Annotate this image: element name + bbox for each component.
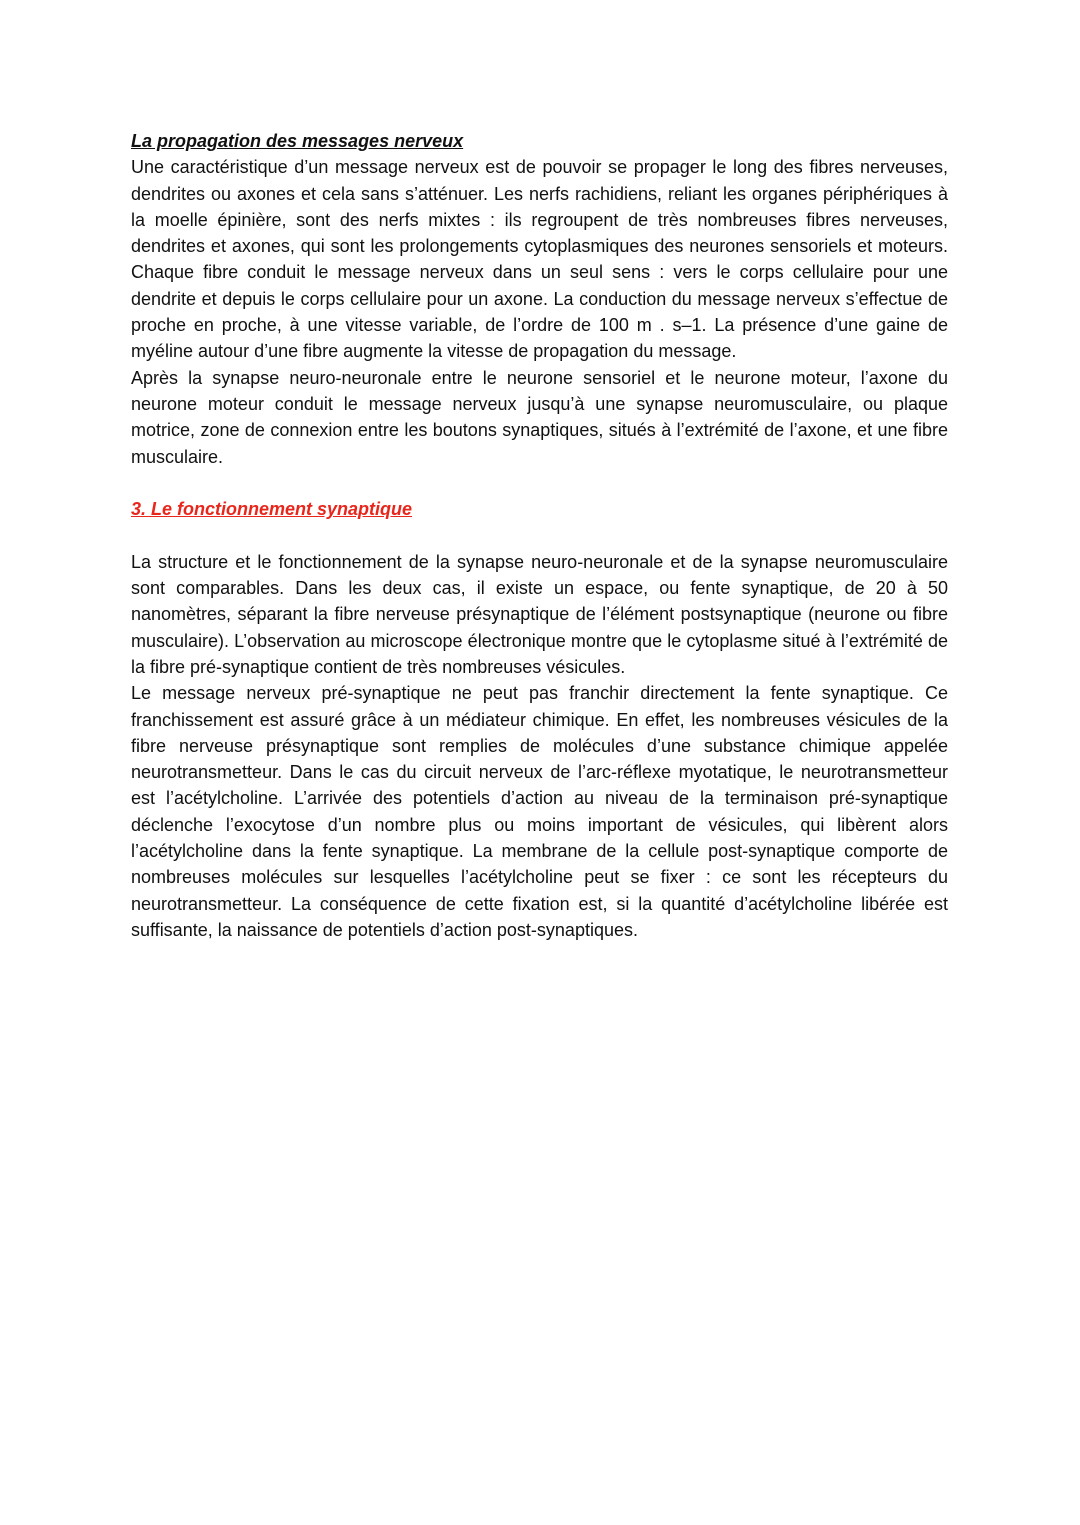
paragraph-synaptique-1: La structure et le fonctionnement de la synapse neuro-neuronale et de la synapse neuromusculaire sont comparables. Dans les deux cas, il existe un espace, ou fente synaptique, de 20 à 50 nanomètres, séparant la fibre nerveuse présynaptique de l’élément postsynaptique (neurone ou fibre musculaire). L’observation au microscope électronique montre que le cytoplasme situé à l’extrémité de la fibre pré-synaptique contient de très nombreuses vésicules. [131,551,948,677]
paragraph-synaptique-2: Le message nerveux pré-synaptique ne peut pas franchir directement la fente synaptique. Ce franchissement est assuré grâce à un médiateur chimique. En effet, les nombreuses vésicules de la fibre nerveuse présynaptique sont remplies de molécules d’une substance chimique appelée neurotransmetteur. Dans le cas du circuit nerveux de l’arc-réflexe myotatique, le neurotransmetteur est l’acétylcholine. L’arrivée des potentiels d’action au niveau de la terminaison pré-synaptique déclenche l’exocytose d’un nombre plus ou moins important de vésicules, qui libèrent alors l’acétylcholine dans la fente synaptique. La membrane de la cellule post-synaptique comporte de nombreuses molécules sur lesquelles l’acétylcholine peut se fixer : ce sont les récepteurs du neurotransmetteur. La conséquence de cette fixation est, si la quantité d’acétylcholine libérée est suffisante, la naissance de potentiels d’action post-synaptiques. [131,683,948,940]
paragraph-propagation-1: Une caractéristique d’un message nerveux est de pouvoir se propager le long des fibres nerveuses, dendrites ou axones et cela sans s’atténuer. Les nerfs rachidiens, reliant les organes périphériques à la moelle épinière, sont des nerfs mixtes : ils regroupent de très nombreuses fibres nerveuses, dendrites et axones, qui sont les prolongements cytoplasmiques des neurones sensoriels et moteurs. Chaque fibre conduit le message nerveux dans un seul sens : vers le corps cellulaire pour une dendrite et depuis le corps cellulaire pour un axone. La conduction du message nerveux s’effectue de proche en proche, à une vitesse variable, de l’ordre de 100 m . s–1. La présence d’une gaine de myéline autour d’une fibre augmente la vitesse de propagation du message. [131,157,948,362]
section-heading-propagation: La propagation des messages nerveux [131,131,464,151]
spacer [131,470,948,496]
document-page [131,128,948,943]
spacer [131,522,948,548]
paragraph-propagation-2: Après la synapse neuro-neuronale entre le neurone sensoriel et le neurone moteur, l’axone du neurone moteur conduit le message nerveux jusqu’à une synapse neuromusculaire, ou plaque motrice, zone de connexion entre les boutons synaptiques, situés à l’extrémité de l’axone, et une fibre musculaire. [131,367,948,467]
section-heading-fonctionnement-synaptique: 3. Le fonctionnement synaptique [131,499,413,520]
